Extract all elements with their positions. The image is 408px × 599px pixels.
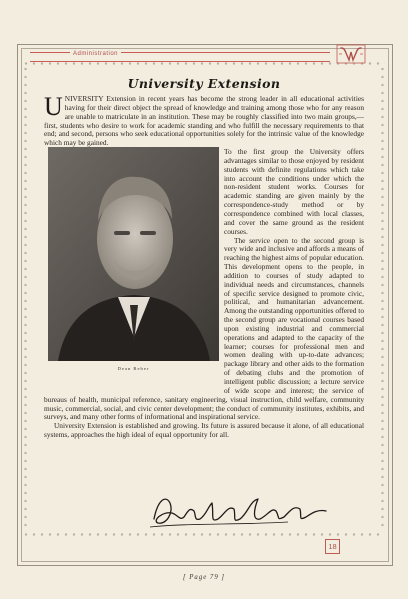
- portrait-photo: [48, 147, 219, 361]
- article-paragraph: To the first group the University offers advantages similar to those enjoyed by resident students with definite regulations which take into account the conditions under which the non-resident student works. Courses for academic standing are given mainly by the correspondence-study method or by correspondence combined with local classes, and cover the same ground as the resident courses.: [224, 147, 364, 236]
- drop-cap: U: [44, 92, 63, 121]
- wisconsin-monogram-icon: [336, 44, 366, 64]
- photo-caption: Dean Reber: [117, 366, 150, 371]
- handwritten-signature: [148, 489, 338, 533]
- page-number: [ Page 79 ]: [182, 574, 226, 581]
- paragraph-text: NIVERSITY Extension in recent years has become the strong leader in all educational activities having for their direct object the spread of knowledge and training among those who for any reason are unable to matriculate in an institution. These may be roughly classified into two main groups,—first, students who desire to work for academic standing and who fulfill the necessary requirements to that end; and second, persons who seek educational opportunities solely for the intrinsic value of the knowledge which may be gained.: [44, 94, 364, 148]
- article-paragraph: University Extension is established and growing. Its future is assured because it alone, of all educational systems, approaches the high ideal of equal opportunity for all.: [44, 421, 364, 440]
- section-label: Administration: [70, 51, 121, 57]
- page-title: University Extension: [127, 76, 281, 91]
- article-paragraph: [44, 92, 364, 148]
- border-pattern-left: [23, 66, 28, 532]
- article-paragraph: The service open to the second group is very wide and inclusive and affords a means of reaching the highest aims of popular education. This development opens to the people, in addition to courses of study adapted to individual needs and circumstances, channels of specific service designed to promote civic, political, and humanitarian advancement. Among the outstanding opportunities offered to the second group are vocational courses based upon existing industrial and commercial operations and adapted to the capacity of the learner; courses for professional men and women dealing with up-to-date advances; package library and other aids to the formation of debating clubs and the promotion of intelligent public discussion; a lecture service of wide scope and interest; the service of bureaus of health, municipal reference, sanitary engineering, visual instruction, child welfare, community music, commercial, social, and civic center development; the conduct of community institutes, exhibits, and surveys, and many other forms of informational and inspirational service.: [44, 235, 364, 422]
- page-badge: 18: [325, 539, 340, 554]
- border-pattern-right: [380, 66, 385, 532]
